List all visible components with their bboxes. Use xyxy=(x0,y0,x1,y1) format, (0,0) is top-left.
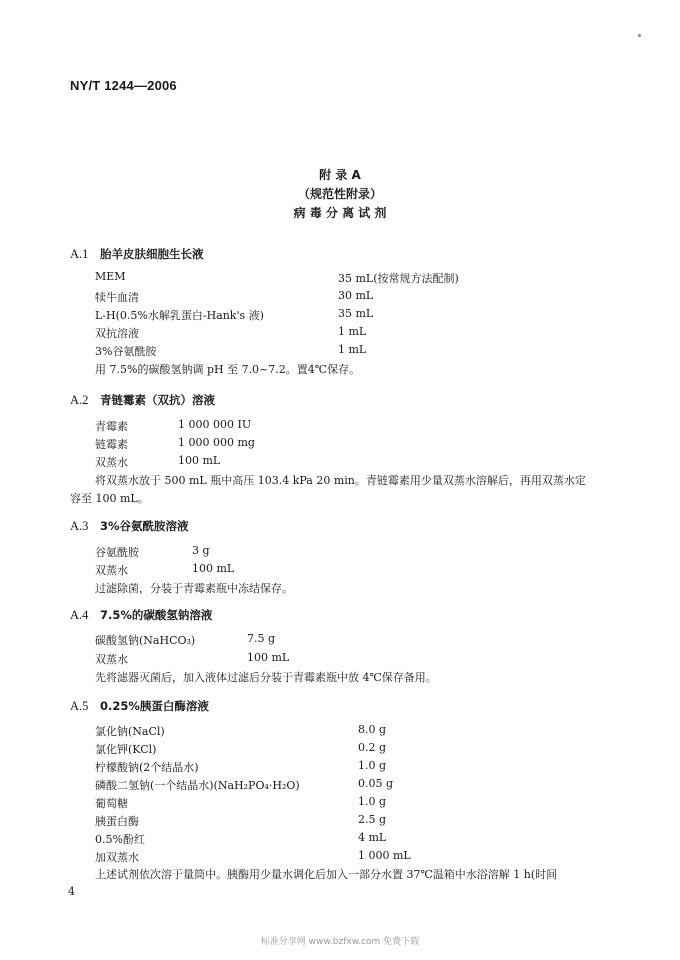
section-heading xyxy=(70,607,212,623)
reagent-name: MEM xyxy=(95,270,126,283)
reagent-name: 加双蒸水 xyxy=(95,851,139,864)
section-number: A.3 xyxy=(70,519,89,533)
section-number: A.4 xyxy=(70,608,89,622)
footer-watermark: 标准分享网 www.bzfxw.com 免费下载 xyxy=(260,937,420,947)
reagent-amount: 2.5 g xyxy=(358,813,387,826)
section-note: 将双蒸水放于 500 mL 瓶中高压 103.4 kPa 20 min。青链霉素用少量双蒸水溶解后，再用双蒸水定 xyxy=(95,474,586,487)
reagent-name: 胰蛋白酶 xyxy=(95,815,139,828)
section-number: A.5 xyxy=(70,699,89,713)
reagent-amount: 30 mL xyxy=(338,289,374,302)
reagent-name: 碳酸氢钠(NaHCO₃) xyxy=(95,634,196,647)
reagent-amount: 1.0 g xyxy=(358,795,387,808)
appendix-label: 附 录 A xyxy=(319,168,361,182)
section-note: 过滤除菌，分装于青霉素瓶中冻结保存。 xyxy=(95,582,293,595)
section-title: 青链霉素（双抗）溶液 xyxy=(100,393,215,407)
reagent-amount: 0.05 g xyxy=(358,777,394,790)
reagent-name: 谷氨酰胺 xyxy=(95,546,139,559)
reagent-name: L-H(0.5%水解乳蛋白-Hank's 液) xyxy=(95,309,264,322)
reagent-amount: 1.0 g xyxy=(358,759,387,772)
reagent-amount: 1 000 mL xyxy=(358,849,411,862)
reagent-amount: 100 mL xyxy=(247,651,290,664)
section-note: 上述试剂依次溶于量筒中。胰酶用少量水调化后加入一部分水置 37℃温箱中水浴溶解 1 h(时间 xyxy=(95,868,558,881)
reagent-amount: 1 000 000 IU xyxy=(178,418,252,431)
reagent-amount: 1 000 000 mg xyxy=(178,436,255,449)
section-title: 3%谷氨酰胺溶液 xyxy=(100,519,189,533)
section-heading xyxy=(70,698,209,714)
reagent-name: 双抗溶液 xyxy=(95,327,139,340)
section-title: 7.5%的碳酸氢钠溶液 xyxy=(100,608,213,622)
section-note: 用 7.5%的碳酸氢钠调 pH 至 7.0~7.2。置4℃保存。 xyxy=(95,363,361,376)
section-note: 先将滤器灭菌后，加入液体过滤后分装于青霉素瓶中放 4℃保存备用。 xyxy=(95,671,437,684)
scan-mark xyxy=(638,34,641,37)
reagent-amount: 35 mL(按常规方法配制) xyxy=(338,272,459,285)
section-note: 容至 100 mL。 xyxy=(70,492,149,505)
reagent-amount: 7.5 g xyxy=(247,632,276,645)
reagent-name: 0.5%酚红 xyxy=(95,833,145,846)
reagent-amount: 1 mL xyxy=(338,343,367,356)
section-number: A.1 xyxy=(70,247,89,261)
reagent-name: 双蒸水 xyxy=(95,564,128,577)
section-number: A.2 xyxy=(70,393,89,407)
reagent-amount: 0.2 g xyxy=(358,741,387,754)
section-title: 胎羊皮肤细胞生长液 xyxy=(100,247,204,261)
reagent-name: 青霉素 xyxy=(95,420,128,433)
page-number: 4 xyxy=(68,885,75,898)
reagent-name: 氯化钠(NaCl) xyxy=(95,725,165,738)
reagent-amount: 100 mL xyxy=(178,454,221,467)
section-heading xyxy=(70,518,189,534)
reagent-amount: 100 mL xyxy=(192,562,235,575)
reagent-name: 柠檬酸钠(2个结晶水) xyxy=(95,761,199,774)
reagent-amount: 1 mL xyxy=(338,325,367,338)
reagent-name: 葡萄糖 xyxy=(95,797,128,810)
reagent-name: 氯化钾(KCl) xyxy=(95,743,157,756)
reagent-amount: 35 mL xyxy=(338,307,374,320)
reagent-name: 双蒸水 xyxy=(95,456,128,469)
reagent-amount: 8.0 g xyxy=(358,723,387,736)
reagent-name: 链霉素 xyxy=(95,438,128,451)
appendix-title: 病 毒 分 离 试 剂 xyxy=(293,206,387,220)
reagent-name: 双蒸水 xyxy=(95,653,128,666)
section-title: 0.25%胰蛋白酶溶液 xyxy=(100,699,209,713)
section-heading xyxy=(70,392,215,408)
reagent-name: 磷酸二氢钠(一个结晶水)(NaH₂PO₄·H₂O) xyxy=(95,779,300,792)
appendix-type: （规范性附录） xyxy=(297,187,382,201)
reagent-amount: 3 g xyxy=(192,544,210,557)
standard-number: NY/T 1244—2006 xyxy=(70,78,177,93)
reagent-amount: 4 mL xyxy=(358,831,387,844)
section-heading xyxy=(70,246,204,262)
reagent-name: 3%谷氨酰胺 xyxy=(95,345,157,358)
reagent-name: 犊牛血清 xyxy=(95,291,139,304)
